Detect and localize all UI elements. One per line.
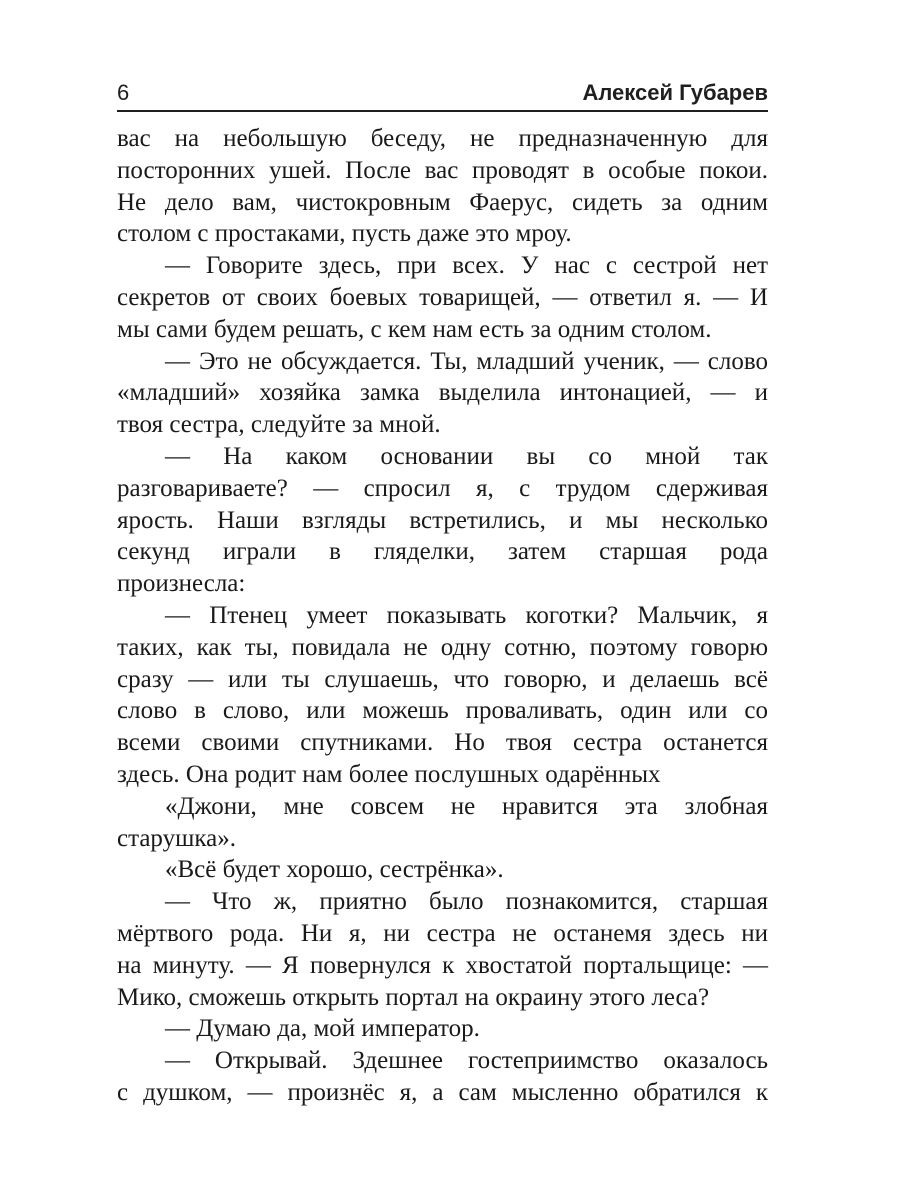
text-line: «Всё будет хорошо, сестрёнка». [165,856,504,884]
text-line: секретов от своих боевых товарищей, — ответил я. — И [117,283,768,311]
body-text [117,123,768,1109]
text-line: — Думаю да, мой император. [165,1015,480,1043]
text-line: — Птенец умеет показывать коготки? Мальчик, я [165,601,768,629]
text-line: всеми своими спутниками. Но твоя сестра останется [117,729,768,757]
text-line: произнесла: [117,570,246,598]
text-line: секунд играли в гляделки, затем старшая рода [117,538,768,566]
author-name: Алексей Губарев [582,80,768,105]
text-line: твоя сестра, следуйте за мной. [117,411,441,439]
text-line: Мико, сможешь открыть портал на окраину этого леса? [117,983,710,1011]
text-line: на минуту. — Я повернулся к хвостатой портальщице: — [117,951,768,979]
text-line: здесь. Она родит нам более послушных одарённых [117,760,661,788]
text-line: «младший» хозяйка замка выделила интонацией, — и [117,379,768,407]
text-line: сразу — или ты слушаешь, что говорю, и делаешь всё [117,665,768,693]
text-line: старушка». [117,824,236,852]
text-line: — Что ж, приятно было познакомится, старшая [165,888,768,916]
text-line: слово в слово, или можешь проваливать, один или со [117,697,768,725]
text-line: мы сами будем решать, с кем нам есть за одним столом. [117,315,712,343]
text-line: ярость. Наши взгляды встретились, и мы несколько [117,506,768,534]
text-line: «Джони, мне совсем не нравится эта злобная [165,792,768,820]
text-line: таких, как ты, повидала не одну сотню, поэтому говорю [117,633,768,661]
running-header [117,70,768,112]
text-line: — На каком основании вы со мной так [165,442,768,470]
text-line: вас на небольшую беседу, не предназначенную для [117,125,768,152]
text-line: Не дело вам, чистокровным Фаерус, сидеть за одним [117,188,768,216]
text-line: — Открывай. Здешнее гостеприимство оказалось [165,1047,768,1075]
text-line: посторонних ушей. После вас проводят в особые покои. [117,156,768,184]
text-line: столом с простаками, пусть даже это мроу. [117,220,572,248]
page-number: 6 [117,80,130,105]
text-line: с душком, — произнёс я, а сам мысленно обратился к [117,1078,768,1106]
text-line: — Говорите здесь, при всех. У нас с сестрой нет [165,252,768,280]
text-line: — Это не обсуждается. Ты, младший ученик, — слово [165,347,768,375]
text-line: мёртвого рода. Ни я, ни сестра не останемя здесь ни [117,919,768,947]
text-line: разговариваете? — спросил я, с трудом сдерживая [117,474,768,502]
